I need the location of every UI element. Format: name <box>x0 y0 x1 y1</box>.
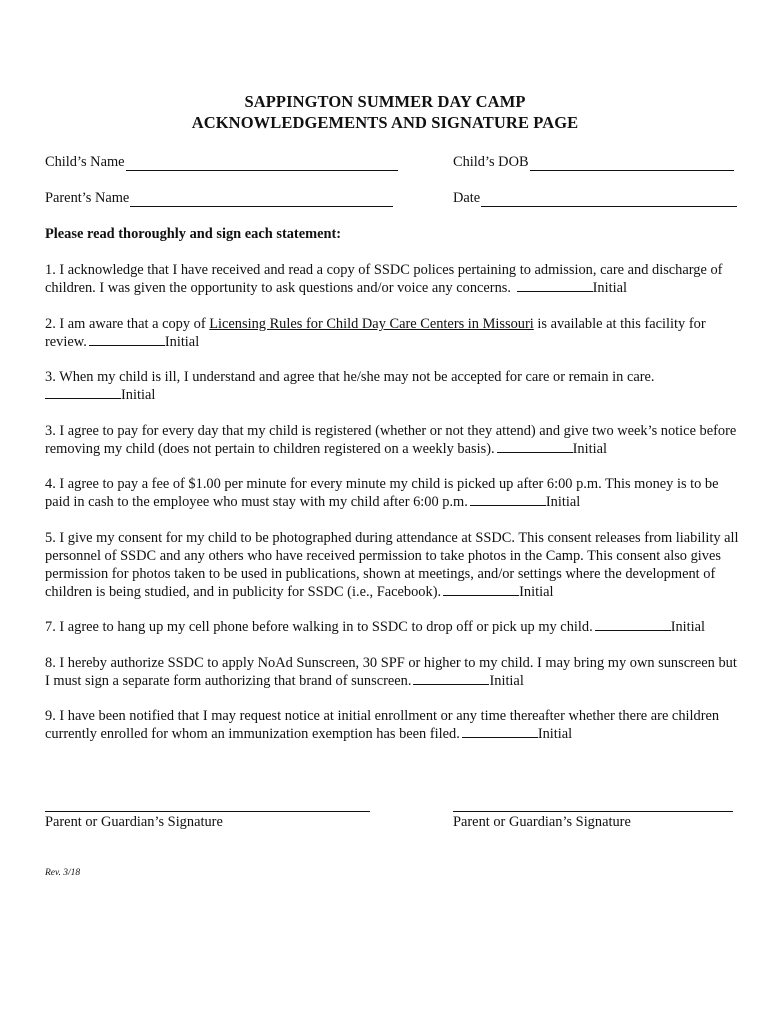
initial-blank-1[interactable] <box>517 279 593 292</box>
statement-3a <box>45 368 745 404</box>
signature-line-right[interactable] <box>453 810 733 812</box>
signature-line-left[interactable] <box>45 810 370 812</box>
statement-7-text: 7. I agree to hang up my cell phone before walking in to SSDC to drop off or pick up my child. <box>45 619 593 635</box>
statement-8 <box>45 654 745 690</box>
signature-label-left: Parent or Guardian’s Signature <box>45 814 223 830</box>
initial-label-8: Initial <box>489 673 524 689</box>
statement-2-text-end: is available at this facility for review. <box>45 316 706 350</box>
child-dob-line[interactable] <box>530 156 734 171</box>
initial-blank-3b[interactable] <box>497 440 573 453</box>
child-dob-label: Child’s DOB <box>453 154 529 170</box>
date-label: Date <box>453 190 481 206</box>
statement-4-text: 4. I agree to pay a fee of $1.00 per minute for every minute my child is picked up after 6:00 p.m. This money is to be paid in cash to the employee who must stay with my child after 6:00 p.m. <box>45 476 719 510</box>
initial-label-4: Initial <box>545 494 581 510</box>
initial-blank-5[interactable] <box>443 583 519 596</box>
statement-7 <box>45 618 745 636</box>
revision-note: Rev. 3/18 <box>45 868 81 878</box>
statement-3b <box>45 422 745 458</box>
child-name-line[interactable] <box>126 156 398 171</box>
parent-name-label: Parent’s Name <box>45 190 130 206</box>
instructions: Please read thoroughly and sign each statement: <box>45 226 342 242</box>
statement-5 <box>45 529 745 601</box>
initial-blank-7[interactable] <box>595 618 671 631</box>
child-name-label: Child’s Name <box>45 154 125 170</box>
initial-blank-2[interactable] <box>89 333 165 346</box>
statement-8-text: 8. I hereby authorize SSDC to apply NoAd Sunscreen, 30 SPF or higher to my child. I may bring my own sunscreen but I must sign a separate form authorizing that brand of sunscreen. <box>45 655 737 689</box>
parent-name-field[interactable] <box>45 190 393 207</box>
date-line[interactable] <box>481 192 737 207</box>
statement-3b-text: 3. I agree to pay for every day that my child is registered (whether or not they attend) and give two week’s notice before removing my child (does not pertain to children registered on a weekly basis). <box>45 423 737 457</box>
signature-label-right: Parent or Guardian’s Signature <box>453 814 631 830</box>
initial-blank-8[interactable] <box>413 672 489 685</box>
statement-1 <box>45 261 745 297</box>
statement-3a-text: 3. When my child is ill, I understand and agree that he/she may not be accepted for care or remain in care. <box>45 369 655 385</box>
initial-label-2: Initial <box>164 334 200 350</box>
initial-label-9: Initial <box>537 726 573 742</box>
form-subtitle: ACKNOWLEDGEMENTS AND SIGNATURE PAGE <box>191 113 579 132</box>
form-title: SAPPINGTON SUMMER DAY CAMP <box>244 92 526 111</box>
initial-blank-9[interactable] <box>462 725 538 738</box>
licensing-rules-link[interactable]: Licensing Rules for Child Day Care Centers in Missouri <box>209 316 534 332</box>
initial-blank-4[interactable] <box>470 493 546 506</box>
initial-label-3a: Initial <box>121 387 156 403</box>
child-name-field[interactable] <box>45 154 398 171</box>
statement-1-text: 1. I acknowledge that I have received and read a copy of SSDC polices pertaining to admission, care and discharge of children. I was given the opportunity to ask questions and/or voice any concerns. <box>45 262 723 296</box>
statement-9-text: 9. I have been notified that I may request notice at initial enrollment or any time thereafter whether there are children currently enrolled for whom an immunization exemption has been filed. <box>45 708 720 742</box>
statement-5-text: 5. I give my consent for my child to be photographed during attendance at SSDC. This consent releases from liability all personnel of SSDC and any others who have received permission to take photos in the Camp. This consent also gives permission for photos taken to be used in publications, shown at meetings, and/or settings where the development of children is being studied, and in publicity for SSDC (i.e., Facebook). <box>45 530 739 600</box>
date-field[interactable] <box>453 190 737 207</box>
initial-label-5: Initial <box>519 584 554 600</box>
child-dob-field[interactable] <box>453 154 734 171</box>
parent-name-line[interactable] <box>130 192 393 207</box>
initial-label-1: Initial <box>592 280 627 296</box>
initial-label-7: Initial <box>670 619 706 635</box>
statement-2 <box>45 315 745 351</box>
statement-2-text-start: 2. I am aware that a copy of <box>45 316 210 332</box>
statement-9 <box>45 707 745 743</box>
initial-blank-3a[interactable] <box>45 386 121 399</box>
initial-label-3b: Initial <box>572 441 607 457</box>
statement-4 <box>45 475 745 511</box>
